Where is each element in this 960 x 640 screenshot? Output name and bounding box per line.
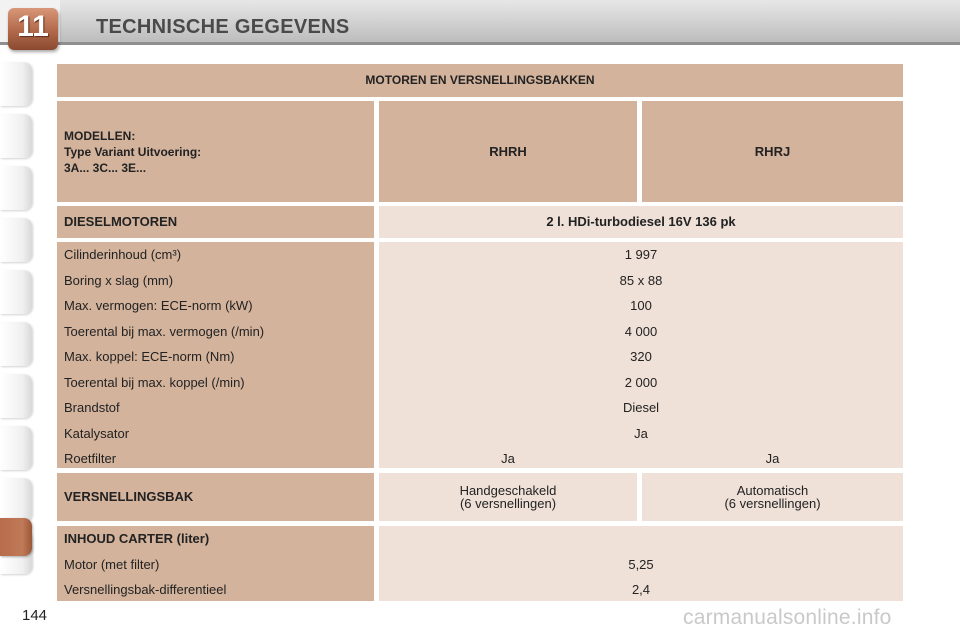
spec-label: Toerental bij max. vermogen (/min)	[64, 324, 265, 339]
gearbox-rhrh-type: Handgeschakeld	[459, 483, 557, 498]
side-tab-2[interactable]	[0, 114, 32, 158]
header-rule	[0, 42, 960, 45]
spec-value: 4 000	[624, 324, 658, 339]
side-tab-4[interactable]	[0, 218, 32, 262]
spec-label: Toerental bij max. koppel (/min)	[64, 375, 245, 390]
carter-row-value: 5,25	[628, 557, 654, 572]
gearbox-rhrh-gears: (6 versnellingen)	[459, 496, 557, 511]
spec-label: Max. koppel: ECE-norm (Nm)	[64, 349, 235, 364]
models-line-1: MODELLEN:	[64, 129, 136, 143]
models-label-cell	[57, 101, 374, 202]
side-tab-7[interactable]	[0, 374, 32, 418]
page-number: 144	[22, 607, 48, 624]
side-tab-8[interactable]	[0, 426, 32, 470]
gearbox-label: VERSNELLINGSBAK	[57, 473, 374, 521]
side-tab-6[interactable]	[0, 322, 32, 366]
gearbox-rhrj	[642, 473, 903, 521]
spec-label: Cilinderinhoud (cm³)	[64, 247, 182, 262]
filter-value-rhrj: Ja	[765, 451, 780, 466]
spec-value: 100	[630, 298, 652, 313]
spec-value: 85 x 88	[619, 273, 663, 288]
filter-value-rhrh: Ja	[501, 451, 515, 466]
carter-row-value: 2,4	[631, 582, 651, 597]
model-rhrh: RHRH	[379, 101, 637, 202]
filter-label: Roetfilter	[64, 451, 117, 466]
side-tab-3[interactable]	[0, 166, 32, 210]
carter-row-label: Motor (met filter)	[64, 557, 160, 572]
side-tabs	[0, 62, 32, 577]
specs-label-cell	[57, 242, 374, 468]
carter-label-cell	[57, 526, 374, 601]
spec-value: 1 997	[624, 247, 658, 262]
models-line-2: Type Variant Uitvoering:	[64, 145, 202, 159]
gearbox-rhrj-type: Automatisch	[736, 483, 809, 498]
specs-value-cell	[379, 242, 903, 468]
spec-value: 320	[630, 349, 652, 364]
side-tab-1[interactable]	[0, 62, 32, 106]
side-tab-9[interactable]	[0, 478, 32, 522]
spec-value: Diesel	[622, 400, 660, 415]
watermark: carmanualsonline.info	[683, 606, 892, 629]
carter-value-cell	[379, 526, 903, 601]
section-title: MOTOREN EN VERSNELLINGSBAKKEN	[57, 64, 903, 97]
models-line-3: 3A... 3C... 3E...	[64, 161, 147, 175]
spec-value: Ja	[634, 426, 648, 441]
engine-label: DIESELMOTOREN	[57, 206, 374, 238]
spec-label: Brandstof	[64, 400, 120, 415]
side-tab-active[interactable]	[0, 518, 32, 556]
spec-value: 2 000	[624, 375, 658, 390]
gearbox-rhrj-gears: (6 versnellingen)	[724, 496, 821, 511]
page-title: TECHNISCHE GEGEVENS	[96, 16, 350, 38]
spec-label: Boring x slag (mm)	[64, 273, 174, 288]
carter-row-label: Versnellingsbak-differentieel	[64, 582, 227, 597]
carter-title: INHOUD CARTER (liter)	[64, 531, 210, 546]
chapter-number: 11	[17, 10, 49, 43]
spec-label: Katalysator	[64, 426, 130, 441]
side-tab-5[interactable]	[0, 270, 32, 314]
engine-value: 2 l. HDi-turbodiesel 16V 136 pk	[379, 206, 903, 238]
gearbox-rhrh	[379, 473, 637, 521]
model-rhrj: RHRJ	[642, 101, 903, 202]
spec-label: Max. vermogen: ECE-norm (kW)	[64, 298, 253, 313]
